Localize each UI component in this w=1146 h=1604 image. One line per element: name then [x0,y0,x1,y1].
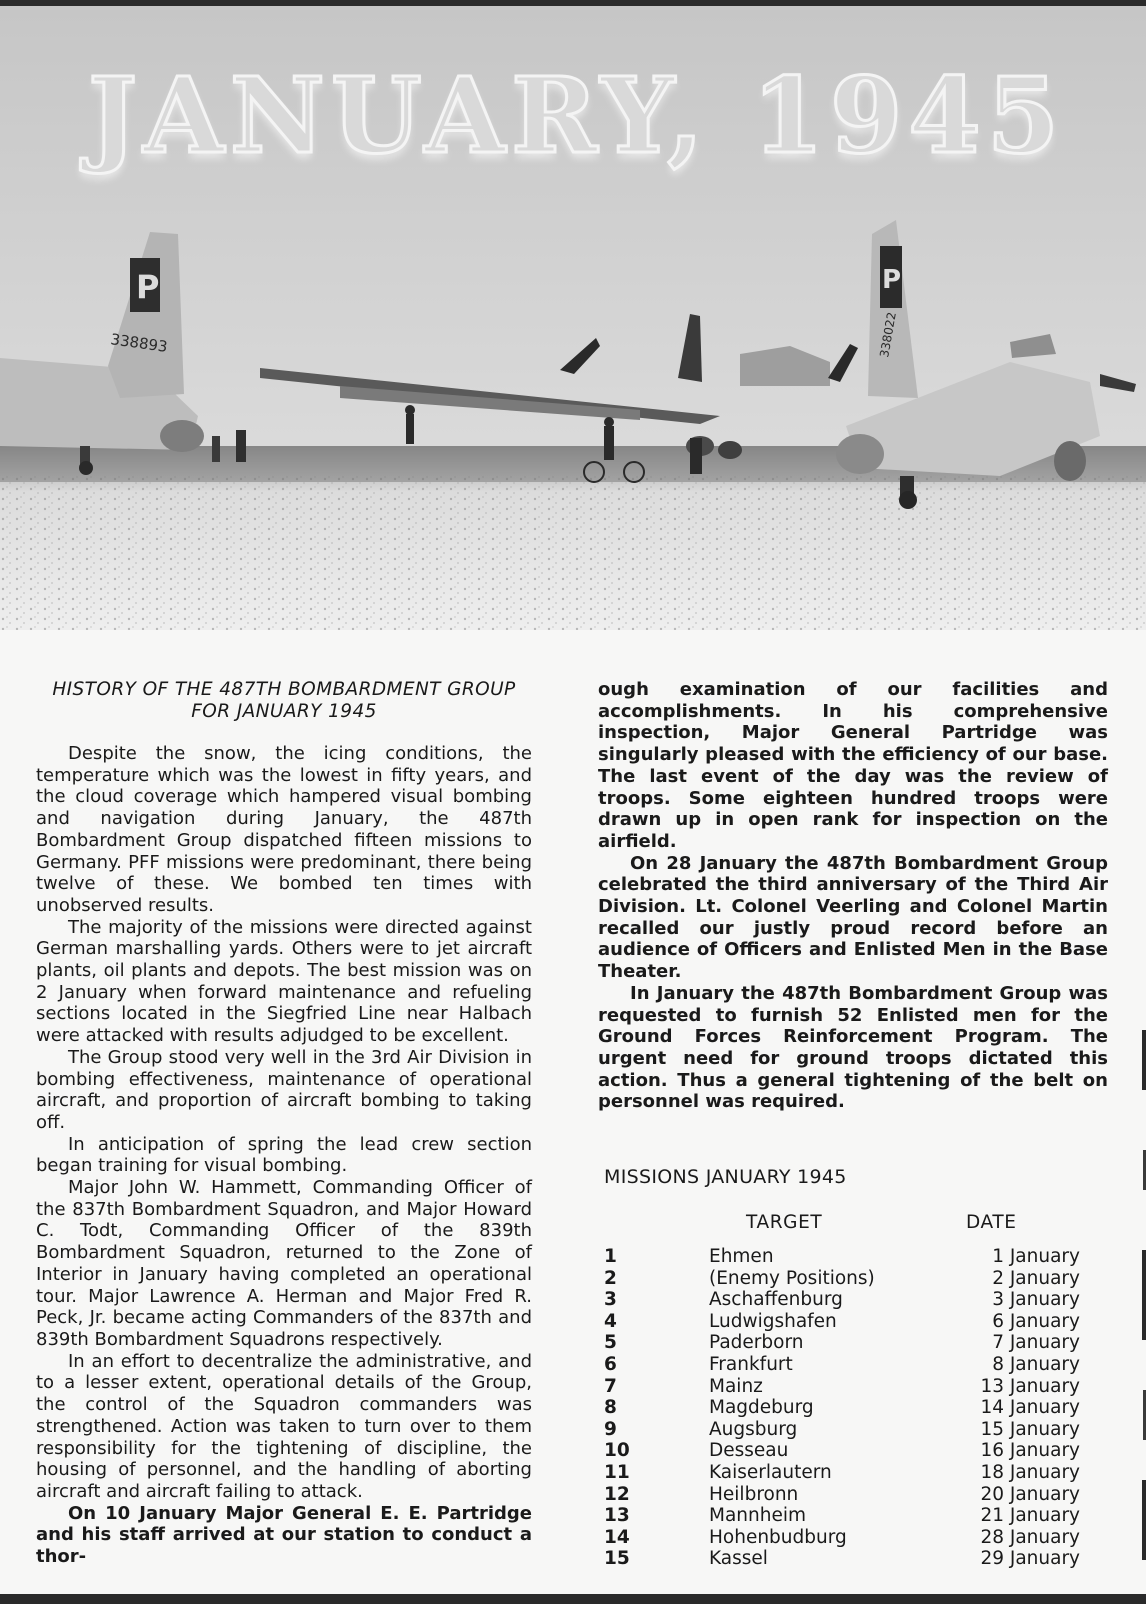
mission-number: 12 [604,1483,630,1505]
left-tail-code: 338893 [109,330,169,356]
mission-target: Mannheim [709,1505,807,1527]
right-tail-letter: P [882,265,902,295]
mission-number: 2 [604,1267,617,1289]
mission-date: 13 January [980,1375,1080,1397]
mission-date: 7 January [992,1332,1080,1354]
history-paragraph: In January the 487th Bombardment Group was requested to furnish 52 Enlisted men for the Ground Forces Reinforcement Program. The urgent need for ground troops dictated this action. Thus a general tightening of the belt on personnel was required. [598,982,1108,1113]
mission-number: 8 [604,1397,617,1419]
mission-date: 20 January [980,1483,1080,1505]
mission-date: 2 January [992,1267,1080,1289]
mission-row [604,1527,1084,1549]
mission-number: 5 [604,1332,617,1354]
history-paragraph: ough examination of our facilities and accomplishments. In his comprehensive inspection, Major General Partridge was singularly pleased with the efficiency of our base. The last event of the day was the review of troops. Some eighteen hundred troops were drawn up in open rank for inspection on the airfield. [598,679,1108,852]
history-paragraph: On 10 January Major General E. E. Partridge and his staff arrived at our station to conduct a thor- [36,1502,532,1568]
mission-row [604,1311,1084,1333]
mission-date: 14 January [980,1397,1080,1419]
mission-date: 3 January [992,1289,1080,1311]
missions-table [604,1246,1084,1570]
history-paragraph: In an effort to decentralize the administrative, and to a lesser extent, operational details of the Group, the control of the Squadron commanders was strengthened. Action was taken to turn over to them responsibility for the tightening of discipline, the housing of personnel, and the handling of aborting aircraft and aircraft failing to attack. [36,1350,532,1502]
left-tail-letter: P [136,268,160,306]
mission-target: Augsburg [709,1418,798,1440]
mission-target: Hohenbudburg [709,1526,847,1548]
mission-target: (Enemy Positions) [709,1267,875,1289]
mission-date: 8 January [992,1353,1080,1375]
mission-date: 28 January [980,1526,1080,1548]
mission-row [604,1505,1084,1527]
mission-date: 18 January [980,1461,1080,1483]
missions-column-header-date: DATE [966,1212,1017,1233]
mission-date: 29 January [980,1548,1080,1570]
mission-target: Kaiserlautern [709,1461,832,1483]
mission-row [604,1354,1084,1376]
mission-date: 6 January [992,1310,1080,1332]
mission-row [604,1397,1084,1419]
history-paragraph: On 28 January the 487th Bombardment Group celebrated the third anniversary of the Third Air Division. Lt. Colonel Veerling and Colonel Martin recalled our justly proud record before an audience of Officers and Enlisted Men in the Base Theater. [598,852,1108,983]
history-title-line-1: HISTORY OF THE 487TH BOMBARDMENT GROUP [52,679,516,700]
mission-row [604,1268,1084,1290]
page-edge-marks [1140,1030,1146,1590]
mission-target: Aschaffenburg [709,1289,843,1311]
mission-number: 1 [604,1246,617,1267]
history-paragraph: The Group stood very well in the 3rd Air Division in bombing effectiveness, maintenance of operational aircraft, and proportion of aircraft bombing to taking off. [36,1046,532,1133]
mission-number: 13 [604,1505,630,1527]
mission-target: Ehmen [709,1246,774,1267]
mission-target: Desseau [709,1440,789,1462]
mission-target: Mainz [709,1375,763,1397]
missions-column-header-target: TARGET [746,1212,823,1233]
mission-target: Kassel [709,1548,768,1570]
mission-number: 9 [604,1418,617,1440]
history-left-column [36,679,532,1568]
mission-row [604,1376,1084,1398]
mission-target: Frankfurt [709,1353,793,1375]
history-paragraph: Major John W. Hammett, Commanding Officer of the 837th Bombardment Squadron, and Major Howard C. Todt, Commanding Officer of the 839th Bombardment Squadron, returned to the Zone of Interior in January having completed an operational tour. Major Lawrence A. Herman and Major Fred R. Peck, Jr. became acting Commanders of the 837th and 839th Bombardment Squadrons respectively. [36,1177,532,1350]
mission-number: 4 [604,1310,617,1332]
mission-date: 1 January [992,1246,1080,1267]
mission-row [604,1332,1084,1354]
history-title-line-2: FOR JANUARY 1945 [191,701,377,722]
mission-number: 15 [604,1548,630,1570]
snowy-airfield-photo [0,6,1146,630]
mission-number: 11 [604,1461,630,1483]
history-paragraph: Despite the snow, the icing conditions, the temperature which was the lowest in fifty years, and the cloud coverage which hampered visual bombing and navigation during January, the 487th Bombardment Group dispatched fifteen missions to Germany. PFF missions were predominant, there being twelve of these. We bombed ten times with unobserved results. [36,743,532,916]
missions-title: MISSIONS JANUARY 1945 [604,1166,847,1188]
mission-number: 6 [604,1353,617,1375]
mission-row [604,1462,1084,1484]
mission-date: 21 January [980,1505,1080,1527]
mission-number: 10 [604,1440,630,1462]
mission-number: 7 [604,1375,617,1397]
mission-number: 14 [604,1526,630,1548]
right-tail-code: 338022 [877,310,899,359]
mission-row [604,1484,1084,1506]
mission-row [604,1246,1084,1268]
bottom-rule [0,1594,1146,1604]
mission-row [604,1419,1084,1441]
mission-row [604,1548,1084,1570]
page-headline: JANUARY, 1945 [88,54,1066,177]
mission-target: Magdeburg [709,1397,814,1419]
history-paragraph: The majority of the missions were directed against German marshalling yards. Others were to jet aircraft plants, oil plants and depots. The best mission was on 2 January when forward maintenance and refueling sections located in the Siegfried Line near Halbach were attacked with results adjudged to be excellent. [36,916,532,1047]
mission-date: 16 January [980,1440,1080,1462]
mission-row [604,1289,1084,1311]
mission-date: 15 January [980,1418,1080,1440]
history-right-column [598,679,1108,1113]
history-paragraph: In anticipation of spring the lead crew section began training for visual bombing. [36,1133,532,1177]
mission-row [604,1440,1084,1462]
mission-target: Ludwigshafen [709,1310,837,1332]
history-title [36,679,532,723]
mission-target: Heilbronn [709,1483,799,1505]
mission-target: Paderborn [709,1332,804,1354]
mission-number: 3 [604,1289,617,1311]
